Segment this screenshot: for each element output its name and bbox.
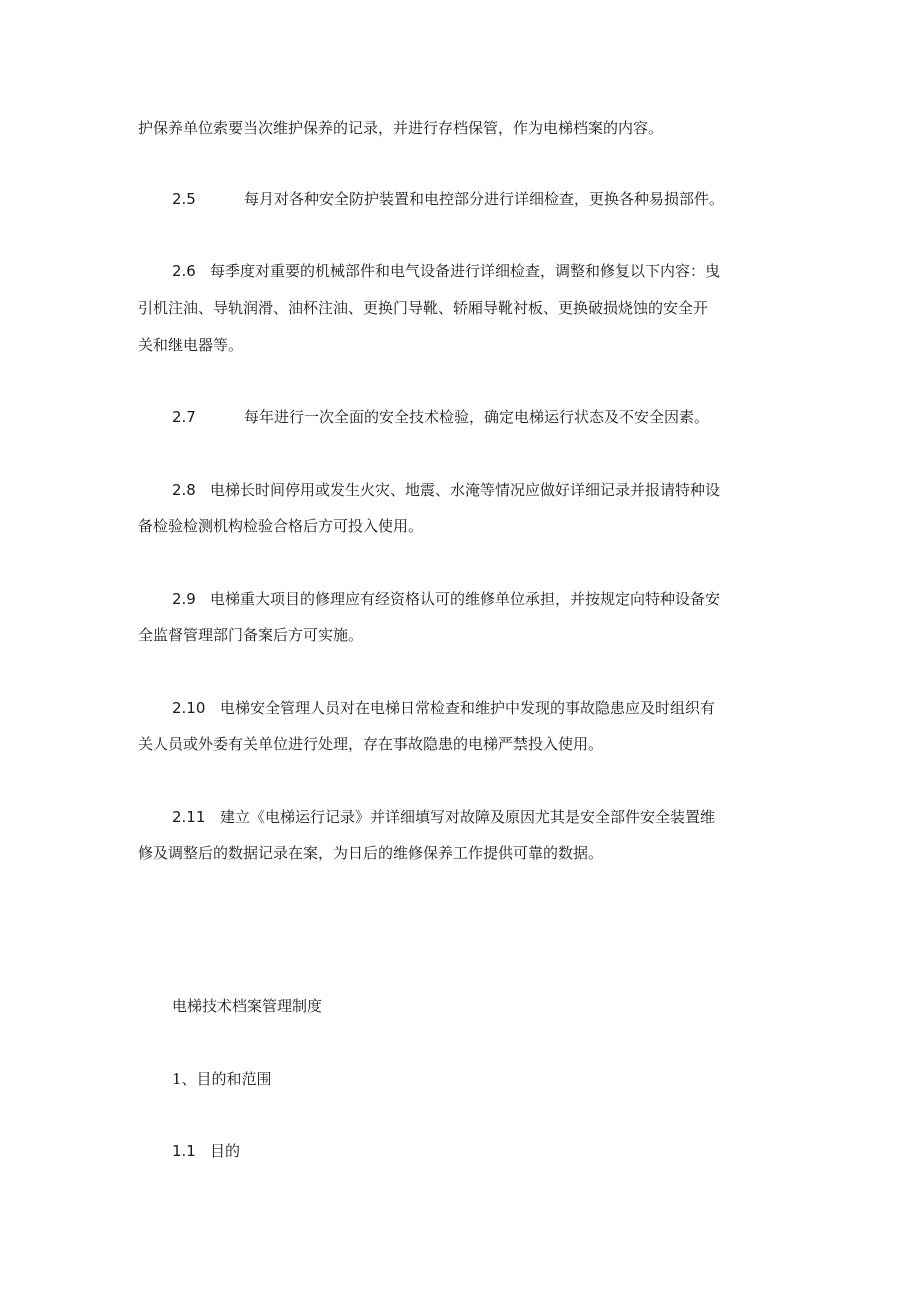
clause-number: 2.11	[172, 808, 206, 826]
paragraph-intro-line-1	[138, 118, 798, 138]
clause-number: 1.1	[172, 1142, 196, 1160]
section-heading-1-1	[172, 1141, 832, 1161]
paragraph-2-6-line-1	[172, 261, 832, 281]
text-span: 目的	[210, 1142, 241, 1160]
clause-number: 2.9	[172, 590, 196, 608]
text-span: 护保养单位索要当次维护保养的记录，并进行存档保管，作为电梯档案的内容。	[138, 119, 664, 137]
paragraph-2-7-line-1	[172, 407, 832, 427]
text-span: 每月对各种安全防护装置和电控部分进行详细检查，更换各种易损部件。	[244, 190, 725, 208]
paragraph-2-8-line-2	[138, 516, 798, 536]
section-title	[172, 996, 832, 1016]
text-span: 全监督管理部门备案后方可实施。	[138, 626, 364, 644]
clause-number: 2.6	[172, 262, 196, 280]
text-span: 每年进行一次全面的安全技术检验，确定电梯运行状态及不安全因素。	[244, 408, 710, 426]
section-heading-1	[172, 1069, 832, 1089]
text-span: 电梯安全管理人员对在电梯日常检查和维护中发现的事故隐患应及时组织有	[220, 699, 716, 717]
text-span: 电梯技术档案管理制度	[172, 997, 323, 1015]
clause-number: 2.8	[172, 481, 196, 499]
clause-number: 2.7	[172, 408, 196, 426]
text-span: 修及调整后的数据记录在案，为日后的维修保养工作提供可靠的数据。	[138, 844, 604, 862]
text-span: 1、目的和范围	[172, 1070, 272, 1088]
paragraph-2-10-line-1	[172, 698, 832, 718]
text-span: 电梯重大项目的修理应有经资格认可的维修单位承担，并按规定向特种设备安	[210, 590, 721, 608]
paragraph-2-5-line-1	[172, 189, 832, 209]
paragraph-2-9-line-1	[172, 589, 832, 609]
text-span: 关人员或外委有关单位进行处理，存在事故隐患的电梯严禁投入使用。	[138, 735, 604, 753]
paragraph-2-9-line-2	[138, 625, 798, 645]
clause-number: 2.5	[172, 190, 196, 208]
paragraph-2-8-line-1	[172, 480, 832, 500]
text-span: 关和继电器等。	[138, 336, 244, 354]
paragraph-2-10-line-2	[138, 734, 798, 754]
clause-number: 2.10	[172, 699, 206, 717]
text-span: 引机注油、导轨润滑、油杯注油、更换门导靴、轿厢导靴衬板、更换破损烧蚀的安全开	[138, 299, 709, 317]
text-span: 每季度对重要的机械部件和电气设备进行详细检查，调整和修复以下内容：曳	[210, 262, 721, 280]
paragraph-2-6-line-3	[138, 335, 798, 355]
text-span: 备检验检测机构检验合格后方可投入使用。	[138, 517, 424, 535]
paragraph-2-11-line-1	[172, 807, 832, 827]
text-span: 建立《电梯运行记录》并详细填写对故障及原因尤其是安全部件安全装置维	[220, 808, 716, 826]
text-span: 电梯长时间停用或发生火灾、地震、水淹等情况应做好详细记录并报请特种设	[210, 481, 721, 499]
paragraph-2-11-line-2	[138, 843, 798, 863]
paragraph-2-6-line-2	[138, 298, 798, 318]
